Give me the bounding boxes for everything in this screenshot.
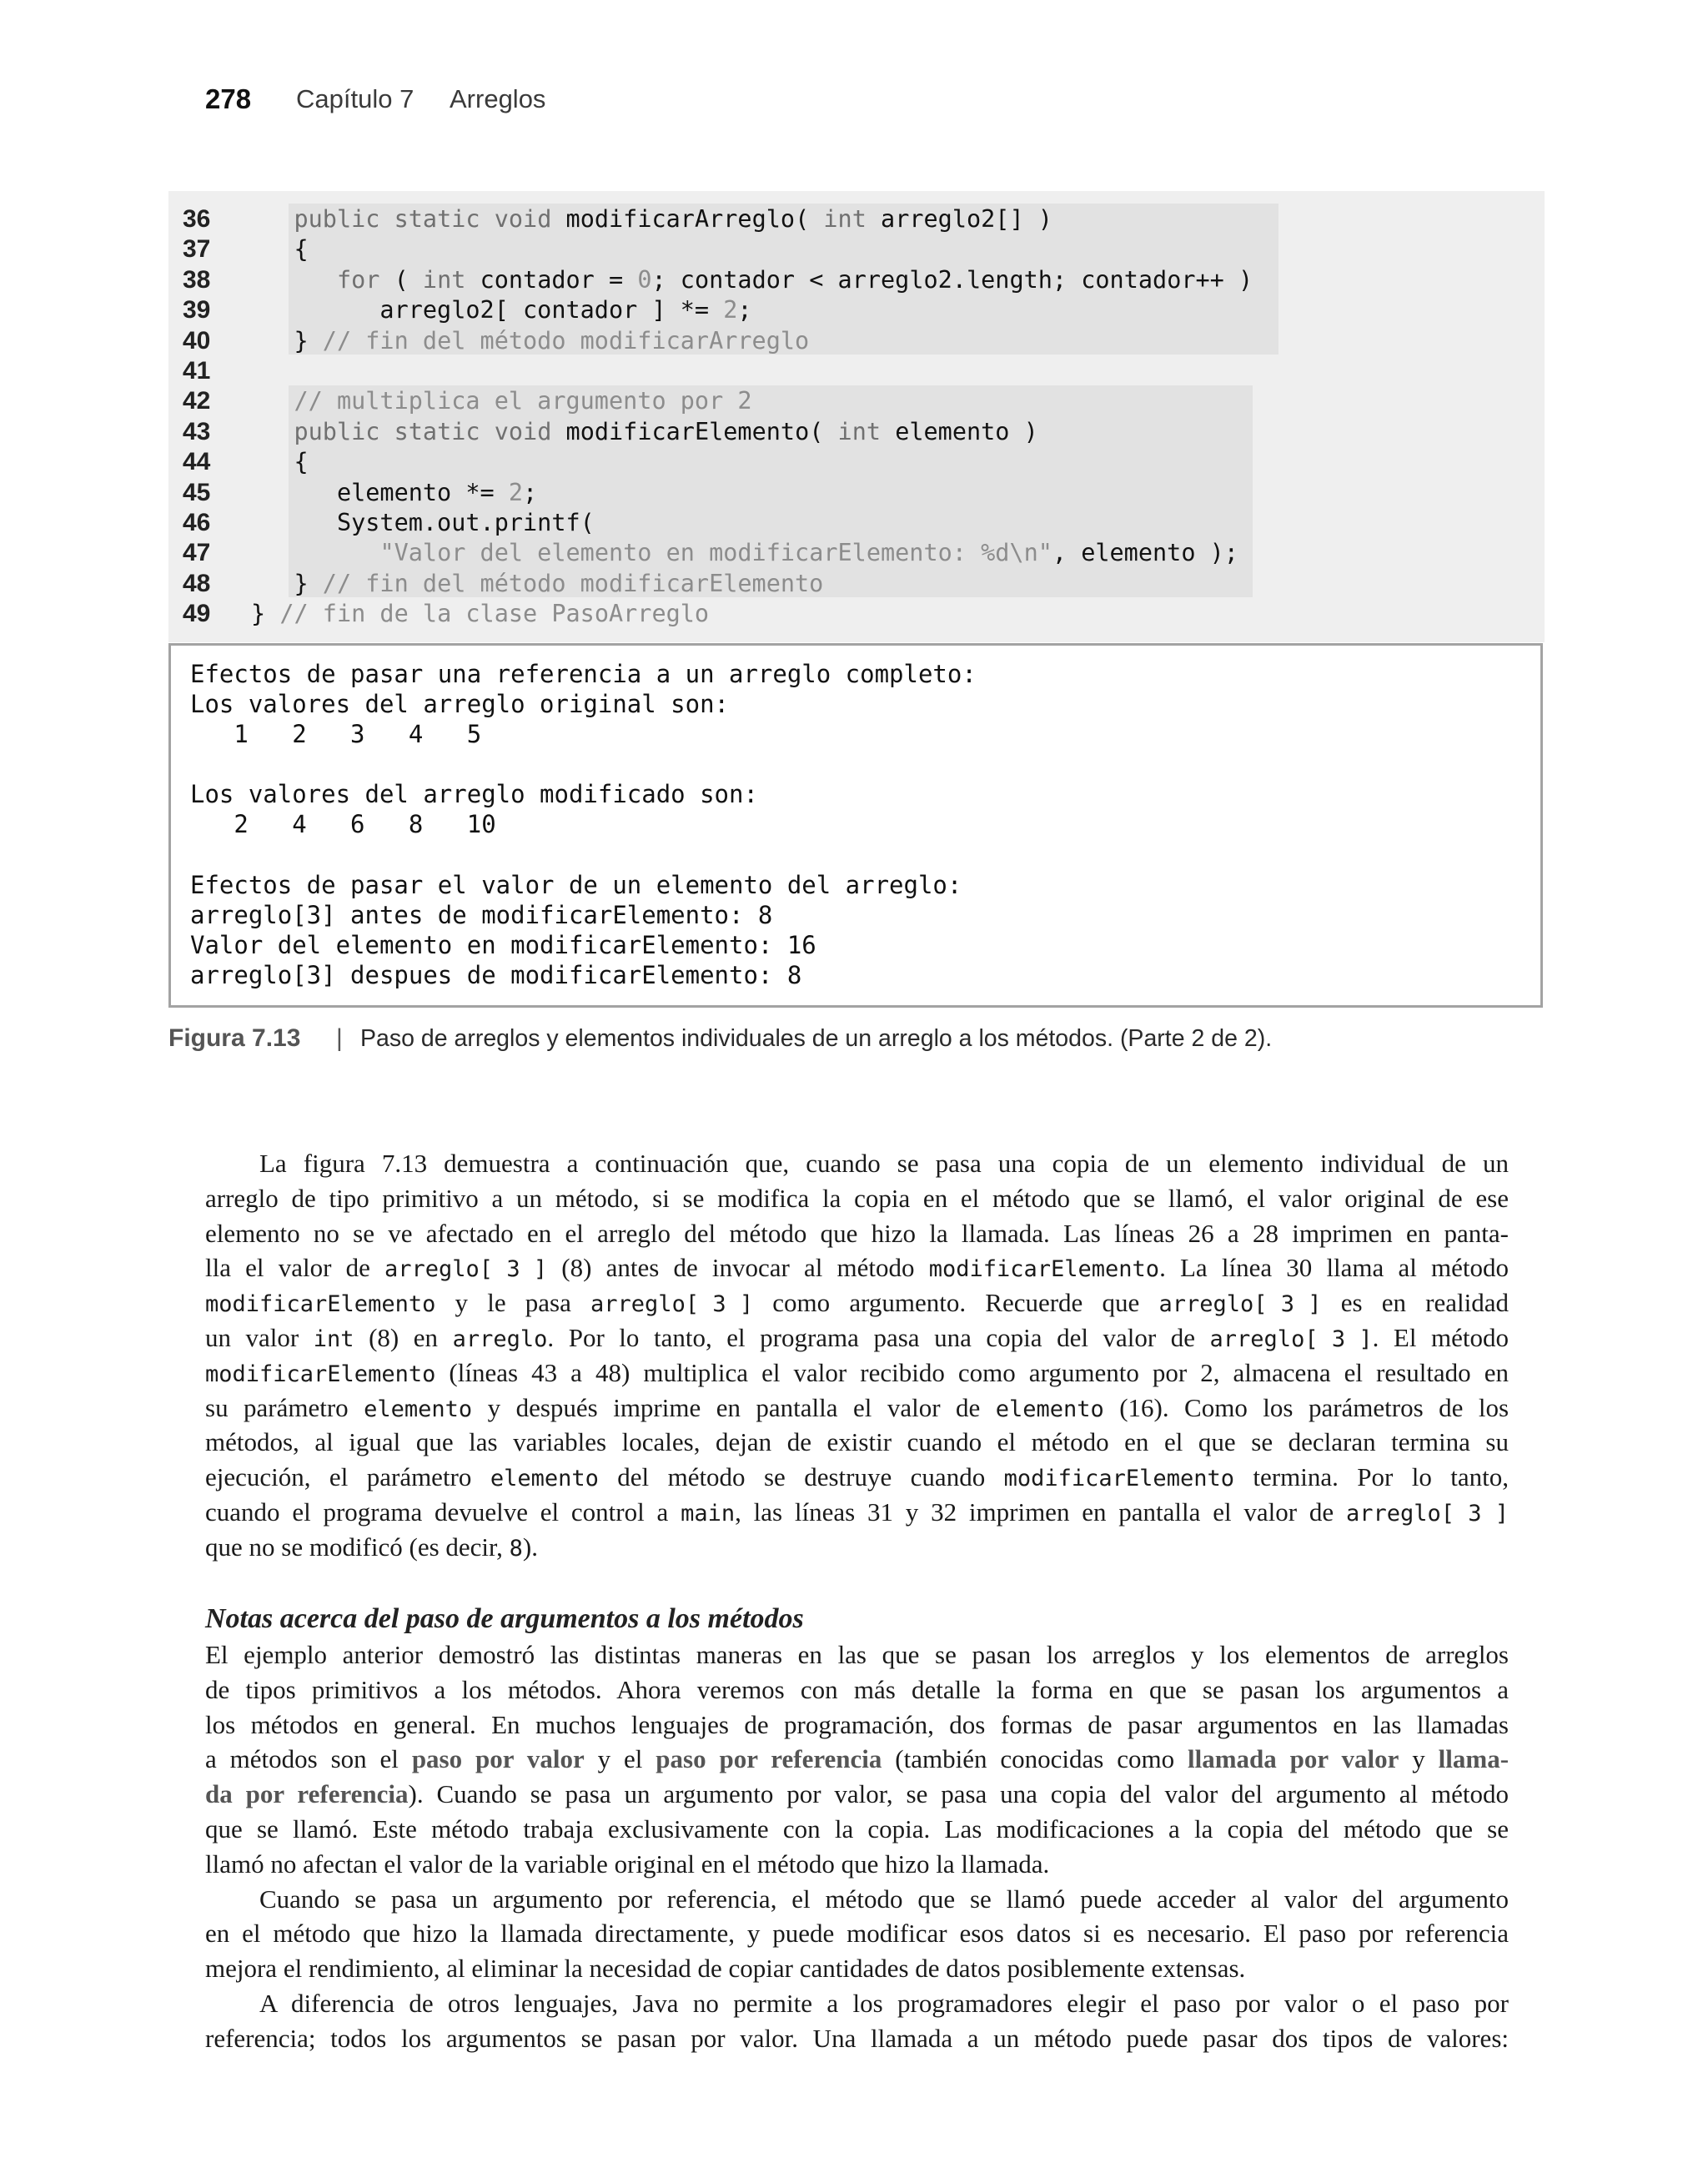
code-token: } (251, 600, 280, 628)
text-line (205, 1708, 1509, 1743)
code-token: arreglo2[ contador ] *= (251, 296, 724, 324)
code-token: System.out.printf( (251, 508, 595, 536)
code-keyword: public (294, 417, 380, 445)
inline-code: modificarElemento (928, 1256, 1160, 1283)
line-number: 46 (183, 508, 211, 536)
caption-separator: | (336, 1024, 343, 1052)
inline-code: elemento (490, 1466, 599, 1492)
text-line (205, 1320, 1509, 1356)
output-line (190, 840, 977, 870)
code-statement (251, 234, 309, 264)
inline-code: modificarElemento (205, 1291, 436, 1318)
line-number: 45 (183, 478, 211, 506)
inline-code: int (313, 1325, 354, 1352)
code-line (168, 508, 1545, 538)
text-run: ). (522, 1532, 538, 1562)
code-keyword: void (494, 205, 552, 233)
code-token: modificarArreglo( (551, 205, 824, 233)
text-run: . El método (1372, 1322, 1509, 1352)
text-line (205, 1812, 1509, 1847)
code-line (168, 326, 1545, 356)
output-line: Los valores del arreglo modificado son: (190, 780, 758, 809)
inline-code: arreglo[ 3 ] (590, 1291, 754, 1318)
text-run: elemento no se ve afectado en el arreglo del método que hizo la llamada. Las líneas 26 a 28 imprimen en panta- (205, 1218, 1509, 1248)
text-run: y le pasa (435, 1288, 591, 1318)
code-line (168, 204, 1545, 234)
output-line: Efectos de pasar el valor de un elemento del arreglo: (190, 870, 962, 899)
code-line (168, 295, 1545, 325)
text-run: mejora el rendimiento, al eliminar la necesidad de copiar cantidades de datos posiblemente extensas. (205, 1954, 1246, 1984)
code-line (168, 447, 1545, 477)
paragraph (205, 1637, 1509, 1882)
text-run: los métodos en general. En muchos lenguajes de programación, dos formas de pasar argumentos en las llamadas (205, 1709, 1509, 1739)
code-token: { (251, 235, 309, 264)
text-run: (8) antes de invocar al método (547, 1253, 929, 1283)
inline-code: elemento (995, 1396, 1104, 1422)
key-term: llama- (1438, 1744, 1510, 1774)
code-token (480, 205, 495, 233)
caption-text: Paso de arreglos y elementos individuales de un arreglo a los métodos. (Parte 2 de 2). (360, 1025, 1273, 1052)
key-term: da por referencia (205, 1779, 409, 1809)
inline-code: arreglo[ 3 ] (384, 1256, 548, 1283)
text-run: , las líneas 31 y 32 imprimen en pantalla el valor de (735, 1496, 1346, 1527)
text-line (205, 1146, 1509, 1181)
text-run: de tipos primitivos a los métodos. Ahora veremos con más detalle la forma en que se pasan los argumentos a (205, 1674, 1509, 1704)
inline-code: modificarElemento (205, 1361, 436, 1387)
text-run: (líneas 43 a 48) multiplica el valor recibido como argumento por 2, almacena el resultado en (435, 1357, 1509, 1387)
line-number: 47 (183, 539, 211, 567)
inline-code: arreglo (452, 1325, 548, 1352)
text-line (205, 1181, 1509, 1216)
inline-code: main (681, 1500, 736, 1527)
text-line (205, 1777, 1509, 1812)
code-line (168, 538, 1545, 568)
line-number: 41 (183, 356, 211, 385)
output-line: arreglo[3] antes de modificarElemento: 8 (190, 900, 773, 929)
text-run: (8) en (354, 1322, 453, 1352)
code-line (168, 265, 1545, 295)
code-token: elemento ) (881, 417, 1038, 445)
text-line (205, 1637, 1509, 1672)
text-line (205, 1530, 1509, 1565)
program-output-lines (190, 659, 977, 990)
code-statement (251, 599, 709, 629)
code-token (251, 539, 379, 566)
code-number-literal: 2 (508, 478, 524, 506)
text-run: que se llamó. Este método trabaja exclusivamente con la copia. Las modificaciones a la copia del método que se (205, 1813, 1509, 1844)
text-run: del método se destruye cuando (598, 1462, 1004, 1492)
code-token (251, 266, 337, 294)
code-keyword: public (294, 205, 380, 233)
line-number: 49 (183, 600, 211, 628)
code-token: contador = (465, 265, 638, 294)
code-token: ; (523, 478, 538, 506)
code-line (168, 599, 1545, 629)
text-line (205, 1495, 1509, 1530)
text-run: ejecución, el parámetro (205, 1462, 490, 1492)
code-statement (251, 569, 823, 599)
inline-code: arreglo[ 3 ] (1209, 1325, 1373, 1352)
output-line: arreglo[3] despues de modificarElemento: 8 (190, 960, 802, 989)
code-token: { (251, 448, 309, 476)
text-line (205, 1356, 1509, 1391)
code-token (251, 205, 294, 233)
code-statement (251, 417, 1038, 447)
code-statement (251, 508, 595, 538)
code-keyword: static (394, 417, 480, 445)
output-line (190, 749, 977, 779)
text-run: como argumento. Recuerde que (753, 1288, 1159, 1318)
code-statement (251, 447, 309, 477)
line-number: 44 (183, 448, 211, 476)
text-run: arreglo de tipo primitivo a un método, si se modifica la copia en el método que se llamó, el valor original de ese (205, 1183, 1509, 1213)
code-statement (251, 478, 537, 508)
inline-code: 8 (509, 1535, 523, 1562)
body-text-after-heading (205, 1637, 1509, 2056)
output-line: Valor del elemento en modificarElemento: 16 (190, 930, 816, 959)
section-heading: Notas acerca del paso de argumentos a los métodos (205, 1603, 804, 1634)
text-run: y el (584, 1744, 656, 1774)
text-run: La figura 7.13 demuestra a continuación que, cuando se pasa una copia de un elemento individual de un (259, 1149, 1509, 1178)
inline-code: arreglo[ 3 ] (1345, 1500, 1510, 1527)
code-token: } (251, 326, 323, 355)
text-line (205, 1285, 1509, 1320)
text-run: (16). Como los parámetros de los (1103, 1392, 1510, 1422)
text-run: su parámetro (205, 1392, 364, 1422)
code-token: } (251, 569, 323, 597)
text-run: lla el valor de (205, 1253, 385, 1283)
text-run: y después imprime en pantalla el valor de (472, 1392, 996, 1422)
text-line (205, 1847, 1509, 1882)
key-term: paso por referencia (656, 1744, 882, 1774)
code-line (168, 356, 1545, 386)
code-token: modificarElemento( (551, 417, 838, 445)
program-output-box (168, 643, 1543, 1008)
line-number: 38 (183, 265, 211, 294)
text-run: termina. Por lo tanto, (1233, 1462, 1510, 1492)
text-run: A diferencia de otros lenguajes, Java no permite a los programadores elegir el paso por valor o el paso por (259, 1988, 1509, 2018)
line-number: 43 (183, 417, 211, 445)
text-run: El ejemplo anterior demostró las distintas maneras en las que se pasan los arreglos y los elementos de arreglos (205, 1640, 1509, 1669)
text-run: en el método que hizo la llamada directamente, y puede modificar esos datos si es necesario. El paso por referencia (205, 1919, 1509, 1949)
text-run: ). Cuando se pasa un argumento por valor, se pasa una copia del valor del argumento al método (408, 1779, 1509, 1809)
code-token: ( (379, 265, 423, 294)
code-statement (251, 326, 809, 356)
text-run: (también conocidas como (882, 1744, 1188, 1774)
code-line (168, 569, 1545, 599)
code-keyword: int (422, 265, 466, 294)
key-term: paso por valor (411, 1744, 585, 1774)
code-statement (251, 204, 1052, 234)
text-run: . La línea 30 llama al método (1159, 1253, 1510, 1283)
code-comment: // multiplica el argumento por 2 (294, 387, 752, 415)
line-number: 39 (183, 296, 211, 324)
output-line: 2 4 6 8 10 (190, 810, 496, 839)
code-keyword: int (823, 205, 867, 233)
key-term: llamada por valor (1187, 1744, 1399, 1774)
text-run: es en realidad (1321, 1288, 1509, 1318)
output-line: 1 2 3 4 5 (190, 720, 482, 749)
code-token (379, 205, 394, 233)
code-statement (251, 295, 752, 325)
line-number: 37 (183, 235, 211, 264)
paragraph (205, 1146, 1509, 1565)
chapter-title: Arreglos (450, 84, 546, 113)
text-run: que no se modificó (es decir, (205, 1532, 510, 1562)
code-token (379, 418, 394, 445)
page-number: 278 (205, 83, 252, 114)
figure-label: Figura 7.13 (168, 1024, 301, 1052)
text-line (205, 1951, 1509, 1986)
paragraph (205, 1882, 1509, 1986)
text-line (205, 1391, 1509, 1426)
text-line (205, 1986, 1509, 2021)
text-line (205, 2021, 1509, 2056)
code-statement (251, 538, 1238, 568)
text-run: cuando el programa devuelve el control a (205, 1496, 681, 1527)
code-keyword: int (837, 417, 882, 445)
code-line (168, 478, 1545, 508)
text-run: métodos, al igual que las variables locales, dejan de existir cuando el método en el que se declaran termina su (205, 1427, 1509, 1457)
text-line (205, 1672, 1509, 1708)
text-run: referencia; todos los argumentos se pasan por valor. Una llamada a un método puede pasar dos tipos de valores: (205, 2023, 1509, 2053)
code-token (480, 418, 495, 445)
code-token: arreglo2[] ) (866, 205, 1052, 233)
code-token: ; (737, 296, 752, 324)
text-run: un valor (205, 1322, 314, 1352)
paragraph (205, 1986, 1509, 2056)
text-run: Cuando se pasa un argumento por referencia, el método que se llamó puede acceder al valor del argumento (259, 1884, 1509, 1914)
inline-code: elemento (364, 1396, 473, 1422)
text-line (205, 1460, 1509, 1495)
inline-code: arreglo[ 3 ] (1158, 1291, 1322, 1318)
code-keyword: void (494, 417, 552, 445)
code-token: ; contador < arreglo2.length; contador++ ) (651, 265, 1253, 294)
code-token (251, 418, 294, 445)
code-statement (251, 386, 752, 416)
output-line: Los valores del arreglo original son: (190, 690, 730, 719)
code-comment: // fin del método modificarElemento (322, 569, 824, 597)
line-number: 48 (183, 569, 211, 597)
text-run: a métodos son el (205, 1744, 412, 1774)
text-line (205, 1916, 1509, 1951)
code-keyword: for (336, 265, 380, 294)
text-run: y (1399, 1744, 1439, 1774)
code-keyword: static (394, 205, 480, 233)
output-line: Efectos de pasar una referencia a un arreglo completo: (190, 660, 977, 688)
text-line (205, 1250, 1509, 1285)
text-line (205, 1882, 1509, 1917)
text-line (205, 1742, 1509, 1777)
line-number: 36 (183, 205, 211, 233)
code-number-literal: 0 (637, 265, 652, 294)
code-line (168, 386, 1545, 416)
code-comment: // fin del método modificarArreglo (322, 326, 810, 355)
code-comment: // fin de la clase PasoArreglo (279, 600, 710, 628)
text-run: . Por lo tanto, el programa pasa una copia del valor de (547, 1322, 1210, 1352)
code-token: , elemento ); (1052, 539, 1238, 567)
text-line (205, 1425, 1509, 1460)
line-number: 40 (183, 326, 211, 355)
code-token: elemento *= (251, 478, 509, 506)
text-run: llamó no afectan el valor de la variable original en el método que hizo la llamada. (205, 1849, 1050, 1879)
inline-code: modificarElemento (1003, 1466, 1234, 1492)
code-number-literal: 2 (723, 296, 738, 324)
code-lines (168, 204, 1545, 629)
code-string-literal: "Valor del elemento en modificarElemento: %d\n" (379, 539, 1052, 567)
code-statement (251, 265, 1253, 295)
chapter-label: Capítulo 7 (296, 84, 414, 113)
text-line (205, 1216, 1509, 1251)
code-line (168, 417, 1545, 447)
code-line (168, 234, 1545, 264)
line-number: 42 (183, 387, 211, 415)
code-token (251, 387, 294, 415)
figure-caption (168, 1021, 1536, 1056)
